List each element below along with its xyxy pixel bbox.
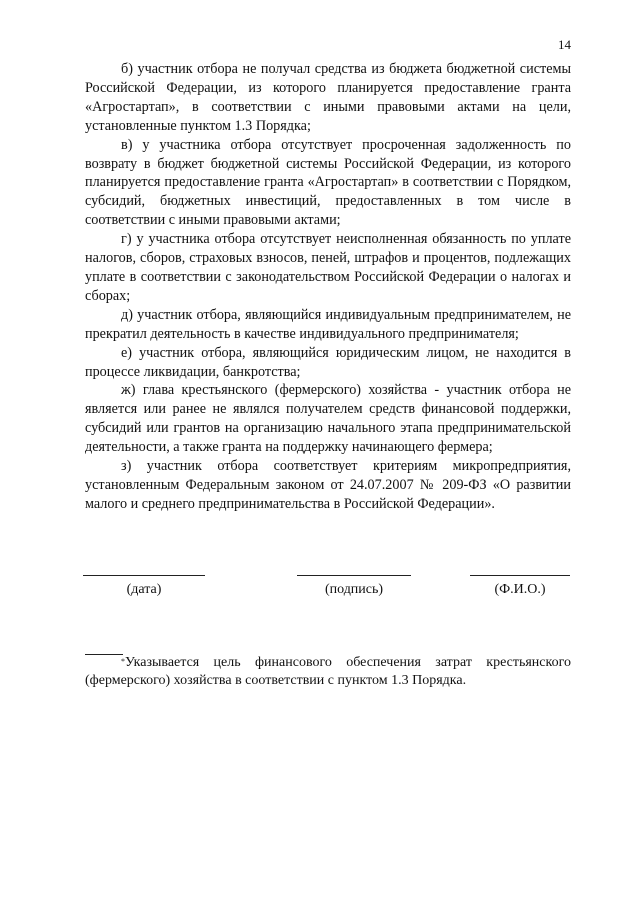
paragraph-d: д) участник отбора, являющийся индивидуальным предпринимателем, не прекратил деятельность в качестве индивидуального предпринимателя; [85,306,571,342]
name-signature-field [470,575,570,605]
paragraph-v: в) у участника отбора отсутствует просроченная задолженность по возврату в бюджет бюджетной системы Российской Федерации, из которого планируется предоставление гранта «Агростартап» в соответствии с Порядком, субсидий, бюджетных инвестиций, предоставленных в том числе в соответствии с иными правовыми актами; [85,136,571,229]
date-line [83,575,205,576]
name-line [470,575,570,576]
date-label: (дата) [126,582,162,597]
document-body [85,60,571,514]
footnote-text: Указывается цель финансового обеспечения затрат крестьянского (фермерского) хозяйства в соответствии с пунктом 1.3 Порядка. [85,655,571,688]
date-signature-field [83,575,205,605]
signature-line [297,575,411,576]
footnote [85,654,571,690]
footnote-marker: * [121,657,125,666]
page-number: 14 [558,37,571,52]
paragraph-z: з) участник отбора соответствует критериям микропредприятия, установленным Федеральным законом от 24.07.2007 № 209-ФЗ «О развитии малого и среднего предпринимательства в Российской Федерации». [85,458,571,512]
paragraph-b: б) участник отбора не получал средства из бюджета бюджетной системы Российской Федерации, из которого планируется предоставление гранта «Агростартап», в соответствии с иными правовыми актами на цели, установленные пунктом 1.3 Порядка; [85,61,571,134]
paragraph-g: г) у участника отбора отсутствует неисполненная обязанность по уплате налогов, сборов, страховых взносов, пеней, штрафов и процентов, подлежащих уплате в соответствии с законодательством Российской Федерации о налогах и сборах; [85,231,571,304]
signature-field [297,575,411,605]
paragraph-e: е) участник отбора, являющийся юридическим лицом, не находится в процессе ликвидации, банкротства; [85,344,571,380]
signature-label: (подпись) [324,582,384,597]
paragraph-zh: ж) глава крестьянского (фермерского) хозяйства - участник отбора не является или ранее не являлся получателем средств финансовой поддержки, субсидий или грантов на организацию начального этапа предпринимательской деятельности, а также гранта на поддержку начинающего фермера; [85,382,571,456]
name-label: (Ф.И.О.) [494,582,546,597]
